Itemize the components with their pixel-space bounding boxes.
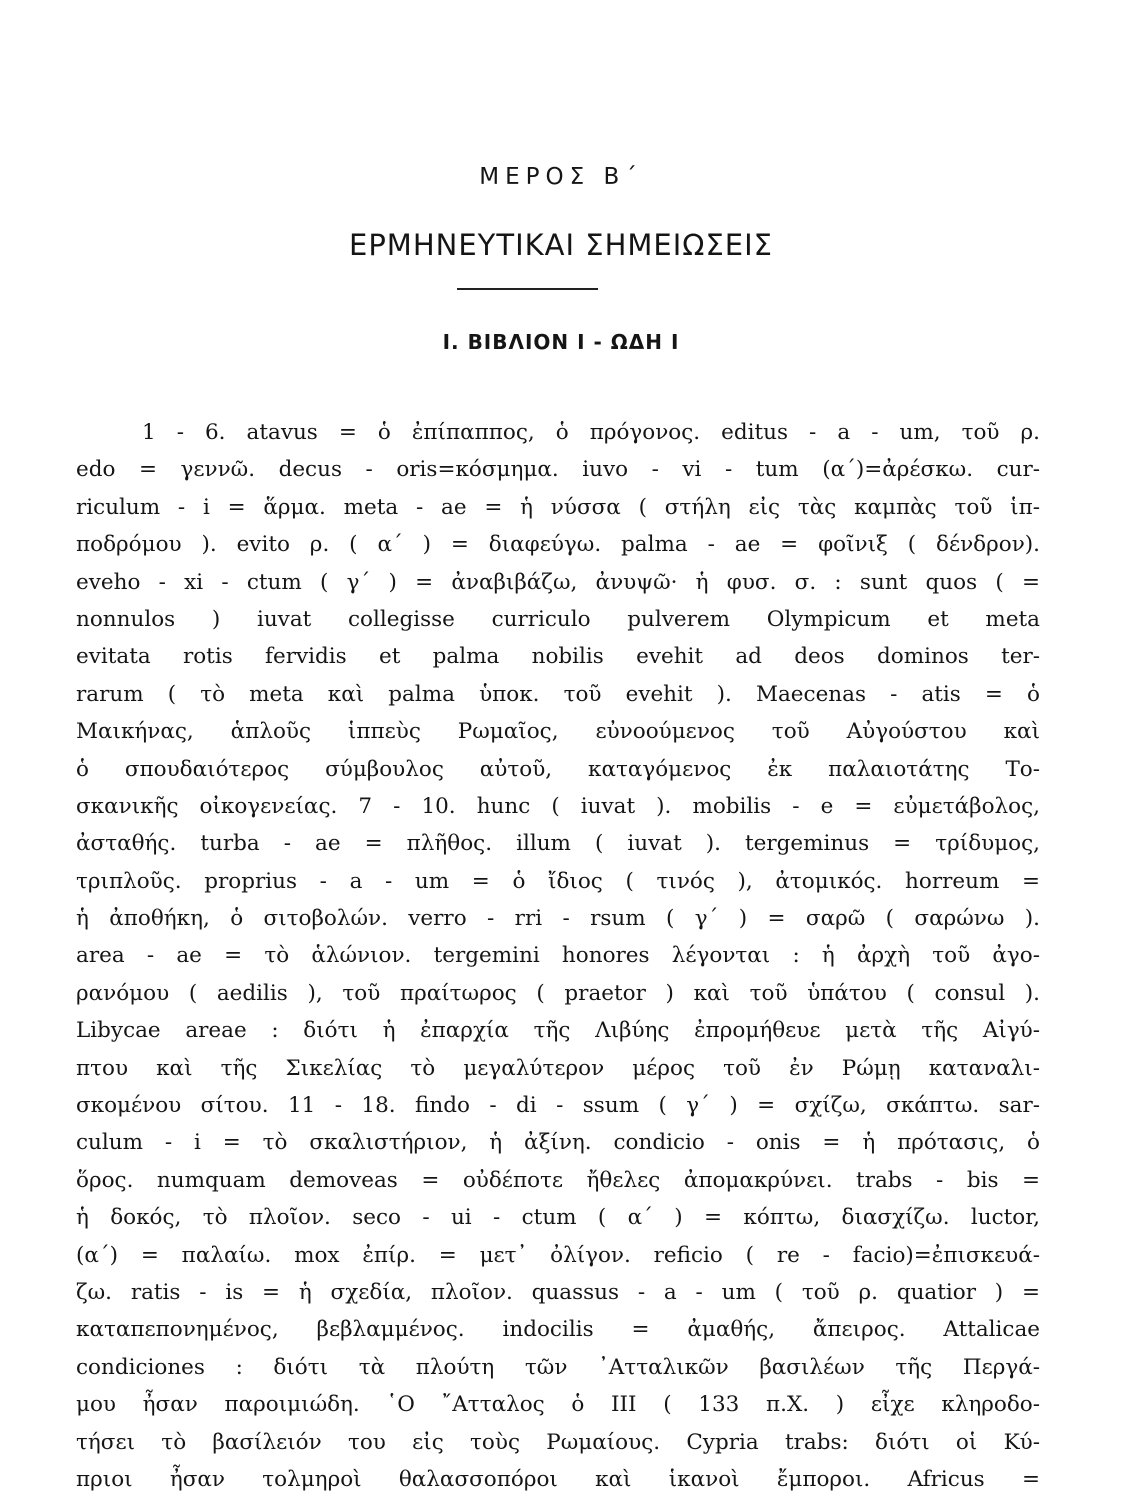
text-line: ἡ δοκός, τὸ πλοῖον. seco - ui - ctum ( α΄ ) = κόπτω, διασχίζω. luctor, bbox=[76, 1205, 1040, 1231]
text-line: condiciones : διότι τὰ πλούτη τῶν ᾽Ατταλικῶν βασιλέων τῆς Περγά- bbox=[76, 1354, 1040, 1380]
text-line: ἀσταθής. turba - ae = πλῆθος. illum ( iuvat ). tergeminus = τρίδυμος, bbox=[76, 831, 1040, 857]
text-line: Μαικήνας, ἁπλοῦς ἱππεὺς Ρωμαῖος, εὐνοούμενος τοῦ Αὐγούστου καὶ bbox=[76, 719, 1040, 745]
text-line: μου ἦσαν παροιμιώδη. ῾Ο ῎Ατταλος ὁ ΙΙΙ ( 133 π.Χ. ) εἶχε κληροδο- bbox=[76, 1392, 1040, 1418]
text-line: ρανόμου ( aedilis ), τοῦ πραίτωρος ( praetor ) καὶ τοῦ ὑπάτου ( consul ). bbox=[76, 980, 1040, 1006]
text-line: Libycae areae : διότι ἡ ἐπαρχία τῆς Λιβύης ἐπρομήθευε μετὰ τῆς Αἰγύ- bbox=[76, 1018, 1040, 1044]
text-line: καταπεπονημένος, βεβλαμμένος. indocilis = ἀμαθής, ἄπειρος. Attalicae bbox=[76, 1317, 1040, 1343]
text-line: σκανικῆς οἰκογενείας. 7 - 10. hunc ( iuvat ). mobilis - e = εὐμετάβολος, bbox=[76, 793, 1040, 819]
chapter-title: Ι. ΒΙΒΛΙΟΝ Ι - ΩΔΗ Ι bbox=[442, 330, 680, 354]
text-line: πτου καὶ τῆς Σικελίας τὸ μεγαλύτερον μέρος τοῦ ἐν Ρώμῃ καταναλι- bbox=[76, 1055, 1040, 1081]
divider-rule bbox=[457, 288, 598, 290]
text-line: ὁ σπουδαιότερος σύμβουλος αὐτοῦ, καταγόμενος ἐκ παλαιοτάτης Το- bbox=[76, 756, 1040, 782]
text-line: rarum ( τὸ meta καὶ palma ὑποκ. τοῦ evehit ). Maecenas - atis = ὁ bbox=[76, 681, 1040, 707]
text-line: edo = γεννῶ. decus - oris=κόσμημα. iuvo - vi - tum (α΄)=ἀρέσκω. cur- bbox=[76, 457, 1040, 483]
text-line: culum - i = τὸ σκαλιστήριον, ἡ ἀξίνη. condicio - onis = ἡ πρότασις, ὁ bbox=[76, 1130, 1040, 1156]
commentary-body bbox=[76, 414, 1040, 1498]
text-line: ὅρος. numquam demoveas = οὐδέποτε ἤθελες ἀπομακρύνει. trabs - bis = bbox=[76, 1167, 1040, 1193]
text-line: σκομένου σίτου. 11 - 18. findo - di - ssum ( γ΄ ) = σχίζω, σκάπτω. sar- bbox=[76, 1093, 1040, 1119]
text-line: ζω. ratis - is = ἡ σχεδία, πλοῖον. quassus - a - um ( τοῦ ρ. quatior ) = bbox=[76, 1279, 1040, 1305]
text-line: (α΄) = παλαίω. mox ἐπίρ. = μετ᾽ ὀλίγον. reficio ( re - facio)=ἐπισκευά- bbox=[76, 1242, 1040, 1268]
text-line: riculum - i = ἅρμα. meta - ae = ἡ νύσσα ( στήλη εἰς τὰς καμπὰς τοῦ ἱπ- bbox=[76, 494, 1040, 520]
text-line: ἡ ἀποθήκη, ὁ σιτοβολών. verro - rri - rsum ( γ΄ ) = σαρῶ ( σαρώνω ). bbox=[76, 906, 1040, 932]
part-title: ΜΕΡΟΣ Β΄ bbox=[479, 164, 643, 190]
text-line: 1 - 6. atavus = ὁ ἐπίπαππος, ὁ πρόγονος. editus - a - um, τοῦ ρ. bbox=[142, 420, 1040, 445]
text-line: evitata rotis fervidis et palma nobilis evehit ad deos dominos ter- bbox=[76, 644, 1040, 670]
text-line: πριοι ἦσαν τολμηροὶ θαλασσοπόροι καὶ ἱκανοὶ ἔμποροι. Africus = bbox=[76, 1466, 1040, 1492]
section-title: ΕΡΜΗΝΕΥΤΙΚΑΙ ΣΗΜΕΙΩΣΕΙΣ bbox=[349, 228, 773, 262]
text-line: eveho - xi - ctum ( γ΄ ) = ἀναβιβάζω, ἀνυψῶ· ἡ φυσ. σ. : sunt quos ( = bbox=[76, 569, 1040, 595]
text-line: τριπλοῦς. proprius - a - um = ὁ ἴδιος ( τινός ), ἀτομικός. horreum = bbox=[76, 868, 1040, 894]
text-line: τήσει τὸ βασίλειόν του εἰς τοὺς Ρωμαίους. Cypria trabs: διότι οἱ Κύ- bbox=[76, 1429, 1040, 1455]
text-line: nonnulos ) iuvat collegisse curriculo pulverem Olympicum et meta bbox=[76, 606, 1040, 632]
text-line: area - ae = τὸ ἁλώνιον. tergemini honores λέγονται : ἡ ἀρχὴ τοῦ ἀγο- bbox=[76, 943, 1040, 969]
text-line: ποδρόμου ). evito ρ. ( α΄ ) = διαφεύγω. palma - ae = φοῖνιξ ( δένδρον). bbox=[76, 532, 1040, 558]
